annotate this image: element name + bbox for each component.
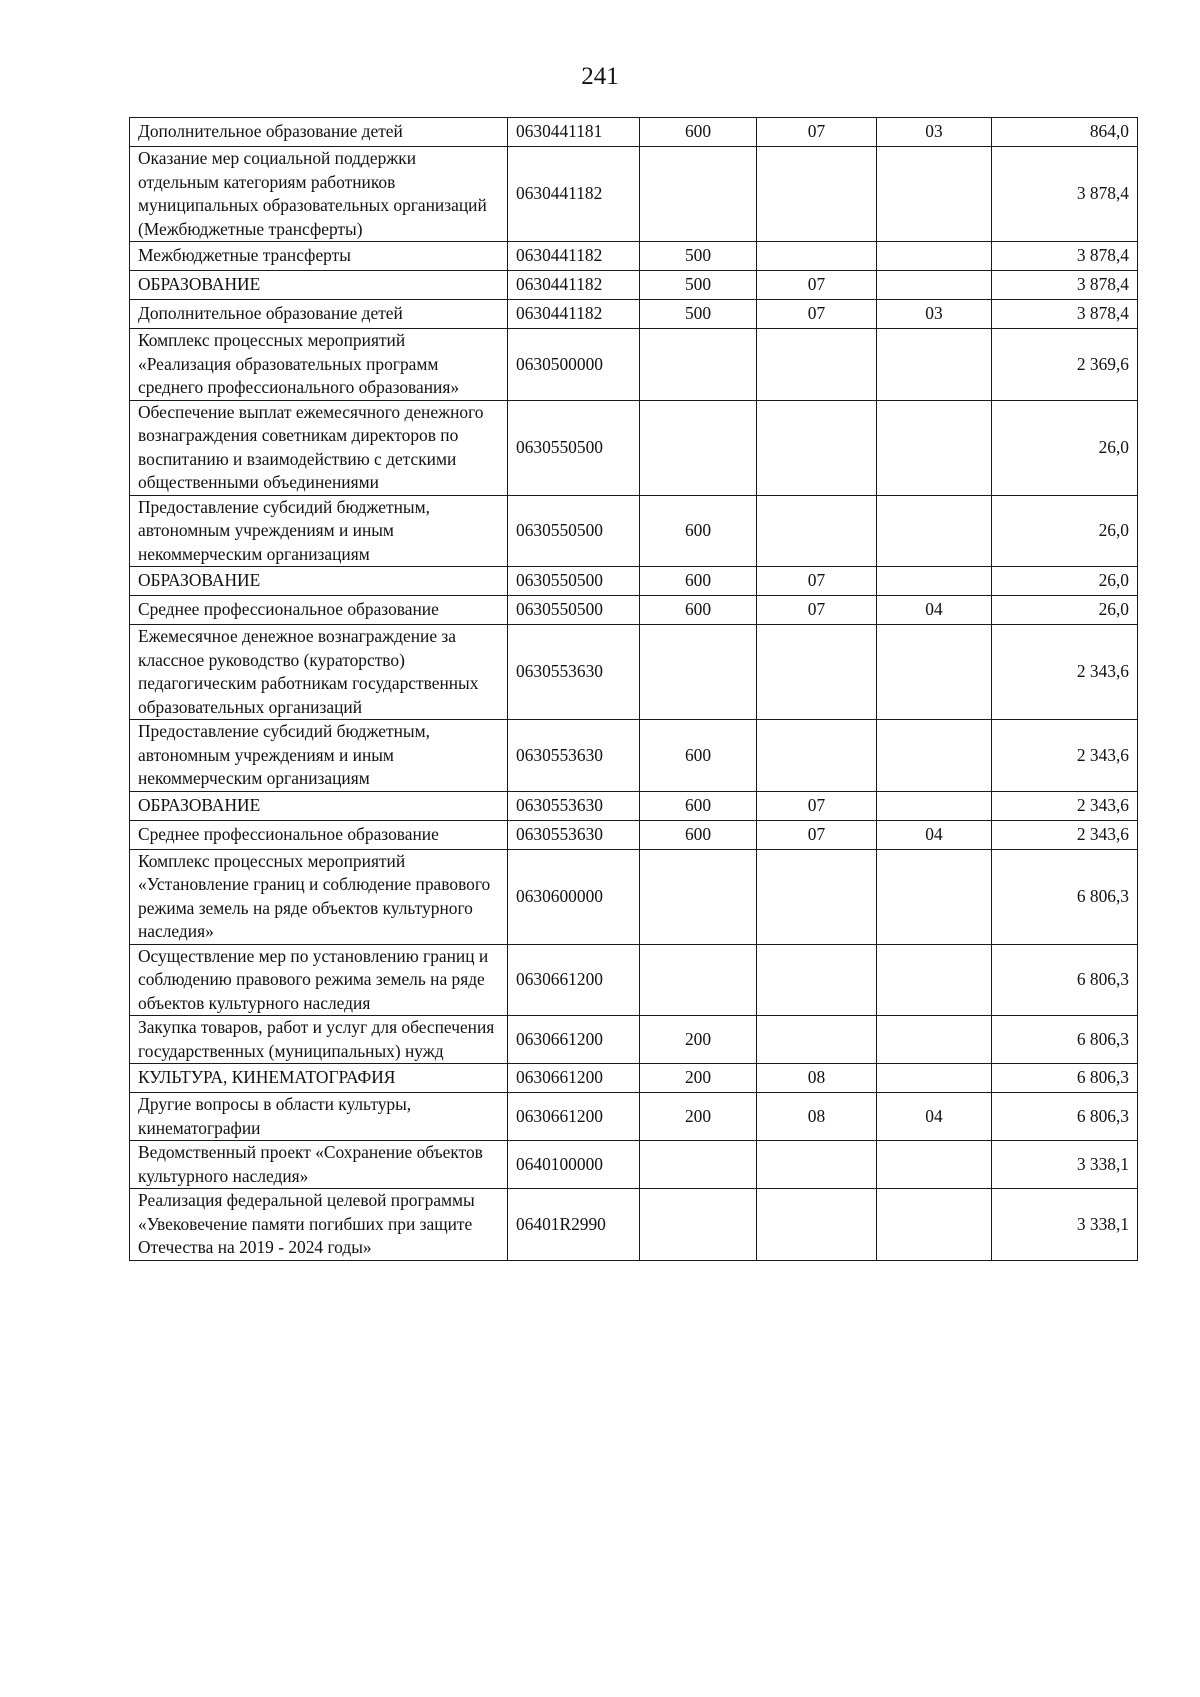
row-name: ОБРАЗОВАНИЕ bbox=[130, 271, 508, 300]
row-sum: 6 806,3 bbox=[992, 944, 1138, 1016]
row-expense-type: 600 bbox=[640, 791, 757, 820]
row-section: 07 bbox=[757, 300, 877, 329]
table-row bbox=[130, 329, 1138, 401]
row-expense-type bbox=[640, 147, 757, 242]
row-name: Обеспечение выплат ежемесячного денежного вознаграждения советникам директоров по воспитанию и взаимодействию с детскими общественными объединениями bbox=[130, 400, 508, 495]
row-subsection bbox=[877, 400, 992, 495]
row-name: Предоставление субсидий бюджетным, автономным учреждениям и иным некоммерческим организациям bbox=[130, 495, 508, 567]
row-subsection: 04 bbox=[877, 596, 992, 625]
row-name: Комплекс процессных мероприятий «Реализация образовательных программ среднего профессионального образования» bbox=[130, 329, 508, 401]
row-code: 0630441182 bbox=[508, 271, 640, 300]
row-section bbox=[757, 329, 877, 401]
row-sum: 3 878,4 bbox=[992, 271, 1138, 300]
row-subsection: 03 bbox=[877, 300, 992, 329]
row-code: 0630550500 bbox=[508, 400, 640, 495]
row-subsection bbox=[877, 147, 992, 242]
table-row bbox=[130, 625, 1138, 720]
table-row bbox=[130, 300, 1138, 329]
row-sum: 2 343,6 bbox=[992, 820, 1138, 849]
row-expense-type bbox=[640, 849, 757, 944]
row-name: Осуществление мер по установлению границ и соблюдению правового режима земель на ряде объектов культурного наследия bbox=[130, 944, 508, 1016]
table-row bbox=[130, 820, 1138, 849]
table-row bbox=[130, 1093, 1138, 1141]
row-expense-type: 200 bbox=[640, 1064, 757, 1093]
row-sum: 2 343,6 bbox=[992, 791, 1138, 820]
row-subsection bbox=[877, 242, 992, 271]
row-name: Дополнительное образование детей bbox=[130, 118, 508, 147]
row-subsection bbox=[877, 944, 992, 1016]
budget-table bbox=[129, 117, 1138, 1261]
row-expense-type bbox=[640, 944, 757, 1016]
row-section: 07 bbox=[757, 596, 877, 625]
row-sum: 6 806,3 bbox=[992, 1064, 1138, 1093]
row-expense-type: 600 bbox=[640, 118, 757, 147]
row-section bbox=[757, 242, 877, 271]
row-name: КУЛЬТУРА, КИНЕМАТОГРАФИЯ bbox=[130, 1064, 508, 1093]
row-section bbox=[757, 625, 877, 720]
row-subsection bbox=[877, 1016, 992, 1064]
budget-table-body bbox=[130, 118, 1138, 1261]
row-expense-type: 600 bbox=[640, 596, 757, 625]
row-sum: 26,0 bbox=[992, 400, 1138, 495]
row-code: 0630661200 bbox=[508, 944, 640, 1016]
row-subsection bbox=[877, 495, 992, 567]
row-sum: 2 343,6 bbox=[992, 625, 1138, 720]
row-expense-type bbox=[640, 1189, 757, 1261]
row-section bbox=[757, 495, 877, 567]
row-expense-type bbox=[640, 625, 757, 720]
row-sum: 6 806,3 bbox=[992, 1016, 1138, 1064]
row-name: Дополнительное образование детей bbox=[130, 300, 508, 329]
table-row bbox=[130, 1189, 1138, 1261]
row-code: 0630550500 bbox=[508, 567, 640, 596]
table-row bbox=[130, 596, 1138, 625]
row-section: 07 bbox=[757, 118, 877, 147]
row-name: Другие вопросы в области культуры, кинематографии bbox=[130, 1093, 508, 1141]
table-row bbox=[130, 1141, 1138, 1189]
table-row bbox=[130, 1016, 1138, 1064]
row-expense-type: 600 bbox=[640, 567, 757, 596]
row-subsection: 03 bbox=[877, 118, 992, 147]
row-code: 0630500000 bbox=[508, 329, 640, 401]
row-section: 08 bbox=[757, 1093, 877, 1141]
row-expense-type: 500 bbox=[640, 271, 757, 300]
row-subsection bbox=[877, 329, 992, 401]
row-section bbox=[757, 849, 877, 944]
row-code: 0630661200 bbox=[508, 1093, 640, 1141]
row-code: 0630661200 bbox=[508, 1064, 640, 1093]
row-subsection bbox=[877, 720, 992, 792]
row-section: 08 bbox=[757, 1064, 877, 1093]
row-subsection bbox=[877, 271, 992, 300]
row-code: 0630441181 bbox=[508, 118, 640, 147]
row-sum: 3 878,4 bbox=[992, 147, 1138, 242]
table-row bbox=[130, 242, 1138, 271]
row-code: 0630550500 bbox=[508, 596, 640, 625]
row-code: 0630441182 bbox=[508, 242, 640, 271]
row-subsection bbox=[877, 1189, 992, 1261]
row-subsection bbox=[877, 567, 992, 596]
row-section: 07 bbox=[757, 567, 877, 596]
row-name: ОБРАЗОВАНИЕ bbox=[130, 567, 508, 596]
row-expense-type bbox=[640, 400, 757, 495]
row-code: 0630661200 bbox=[508, 1016, 640, 1064]
row-code: 0630441182 bbox=[508, 147, 640, 242]
row-code: 06401R2990 bbox=[508, 1189, 640, 1261]
row-sum: 2 369,6 bbox=[992, 329, 1138, 401]
row-expense-type: 600 bbox=[640, 495, 757, 567]
row-sum: 2 343,6 bbox=[992, 720, 1138, 792]
row-sum: 6 806,3 bbox=[992, 1093, 1138, 1141]
row-name: ОБРАЗОВАНИЕ bbox=[130, 791, 508, 820]
row-section: 07 bbox=[757, 820, 877, 849]
row-expense-type: 600 bbox=[640, 720, 757, 792]
row-sum: 26,0 bbox=[992, 495, 1138, 567]
table-row bbox=[130, 849, 1138, 944]
row-name: Закупка товаров, работ и услуг для обеспечения государственных (муниципальных) нужд bbox=[130, 1016, 508, 1064]
table-row bbox=[130, 720, 1138, 792]
row-subsection: 04 bbox=[877, 1093, 992, 1141]
row-sum: 26,0 bbox=[992, 567, 1138, 596]
row-name: Межбюджетные трансферты bbox=[130, 242, 508, 271]
row-sum: 3 338,1 bbox=[992, 1141, 1138, 1189]
row-section bbox=[757, 1016, 877, 1064]
row-section bbox=[757, 720, 877, 792]
row-code: 0630553630 bbox=[508, 820, 640, 849]
row-expense-type bbox=[640, 329, 757, 401]
row-name: Среднее профессиональное образование bbox=[130, 820, 508, 849]
row-subsection: 04 bbox=[877, 820, 992, 849]
row-code: 0630553630 bbox=[508, 625, 640, 720]
row-sum: 3 338,1 bbox=[992, 1189, 1138, 1261]
row-code: 0630553630 bbox=[508, 720, 640, 792]
row-sum: 864,0 bbox=[992, 118, 1138, 147]
table-row bbox=[130, 567, 1138, 596]
row-expense-type: 500 bbox=[640, 242, 757, 271]
row-expense-type: 500 bbox=[640, 300, 757, 329]
row-name: Комплекс процессных мероприятий «Установление границ и соблюдение правового режима земель на ряде объектов культурного наследия» bbox=[130, 849, 508, 944]
row-section: 07 bbox=[757, 791, 877, 820]
row-name: Среднее профессиональное образование bbox=[130, 596, 508, 625]
row-expense-type: 600 bbox=[640, 820, 757, 849]
row-section: 07 bbox=[757, 271, 877, 300]
row-name: Реализация федеральной целевой программы «Увековечение памяти погибших при защите Отечества на 2019 - 2024 годы» bbox=[130, 1189, 508, 1261]
row-sum: 3 878,4 bbox=[992, 300, 1138, 329]
row-expense-type bbox=[640, 1141, 757, 1189]
row-section bbox=[757, 944, 877, 1016]
table-row bbox=[130, 495, 1138, 567]
row-code: 0640100000 bbox=[508, 1141, 640, 1189]
row-name: Оказание мер социальной поддержки отдельным категориям работников муниципальных образовательных организаций (Межбюджетные трансферты) bbox=[130, 147, 508, 242]
row-name: Ежемесячное денежное вознаграждение за классное руководство (кураторство) педагогическим работникам государственных образовательных организаций bbox=[130, 625, 508, 720]
row-section bbox=[757, 1189, 877, 1261]
row-section bbox=[757, 400, 877, 495]
table-row bbox=[130, 1064, 1138, 1093]
table-row bbox=[130, 147, 1138, 242]
table-row bbox=[130, 271, 1138, 300]
row-sum: 3 878,4 bbox=[992, 242, 1138, 271]
row-subsection bbox=[877, 1064, 992, 1093]
row-expense-type: 200 bbox=[640, 1093, 757, 1141]
row-name: Ведомственный проект «Сохранение объектов культурного наследия» bbox=[130, 1141, 508, 1189]
table-row bbox=[130, 118, 1138, 147]
page-number: 241 bbox=[581, 63, 619, 90]
row-expense-type: 200 bbox=[640, 1016, 757, 1064]
row-section bbox=[757, 147, 877, 242]
row-code: 0630600000 bbox=[508, 849, 640, 944]
row-name: Предоставление субсидий бюджетным, автономным учреждениям и иным некоммерческим организациям bbox=[130, 720, 508, 792]
table-row bbox=[130, 944, 1138, 1016]
row-code: 0630550500 bbox=[508, 495, 640, 567]
row-subsection bbox=[877, 625, 992, 720]
table-row bbox=[130, 791, 1138, 820]
row-code: 0630441182 bbox=[508, 300, 640, 329]
table-row bbox=[130, 400, 1138, 495]
row-subsection bbox=[877, 1141, 992, 1189]
row-sum: 26,0 bbox=[992, 596, 1138, 625]
row-section bbox=[757, 1141, 877, 1189]
row-code: 0630553630 bbox=[508, 791, 640, 820]
row-subsection bbox=[877, 849, 992, 944]
row-sum: 6 806,3 bbox=[992, 849, 1138, 944]
row-subsection bbox=[877, 791, 992, 820]
